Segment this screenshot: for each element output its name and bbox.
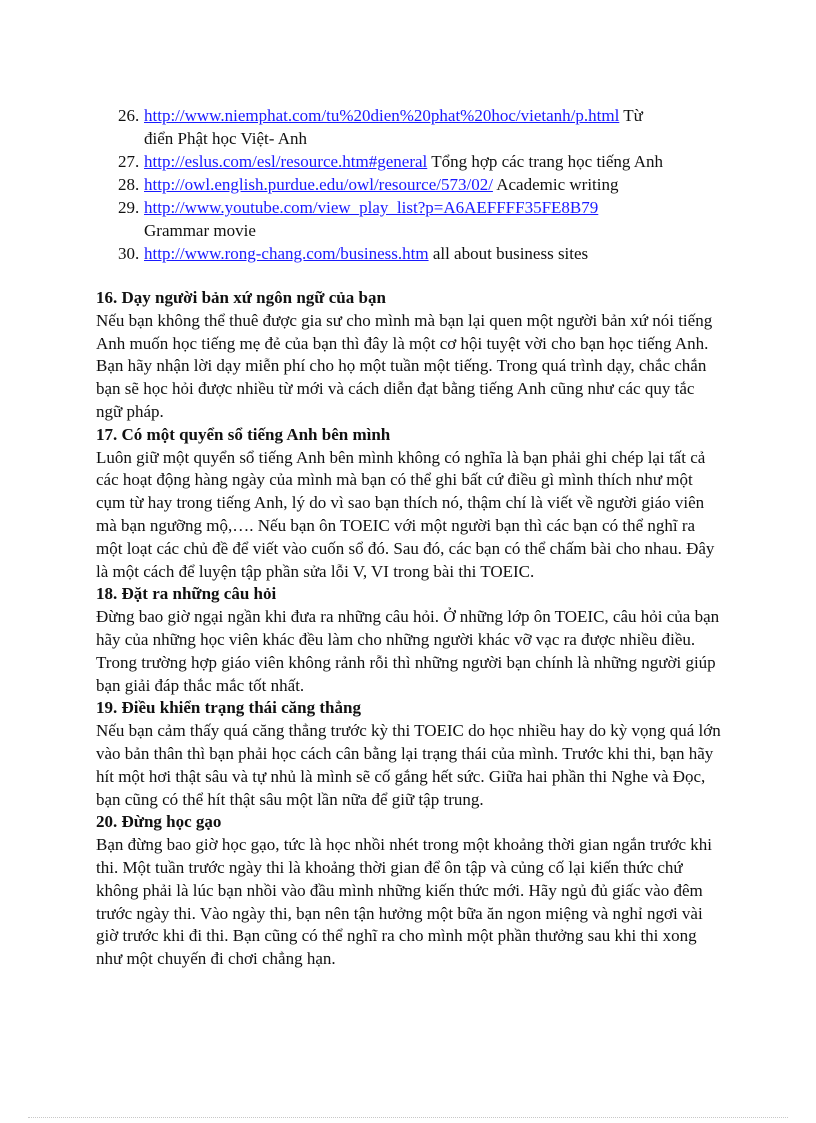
link-item-30: [118, 242, 738, 265]
resource-link-list: [118, 104, 738, 265]
link-number: 30.: [118, 244, 140, 263]
link-description: all about business sites: [428, 244, 589, 263]
resource-link[interactable]: http://owl.english.purdue.edu/owl/resource/573/02/: [144, 175, 493, 194]
section-heading: 17. Có một quyển sổ tiếng Anh bên mình: [96, 424, 391, 444]
section-16: [96, 287, 724, 424]
section-body: Luôn giữ một quyển sổ tiếng Anh bên mình không có nghĩa là bạn phải ghi chép lại tất cả các hoạt động hàng ngày của mình mà bạn có thể ghi bất cứ điều gì mình thích như một cụm từ hay trong tiếng Anh, lý do vì sao bạn thích nó, thậm chí là viết về người giáo viên mà bạn ngưỡng mộ,…. Nếu bạn ôn TOEIC với một người bạn thì các bạn có thể nghĩ ra một loạt các chủ đề để viết vào cuốn sổ đó. Sau đó, các bạn có thể chấm bài cho nhau. Đây là một cách để luyện tập phần sửa lỗi V, VI trong bài thi TOEIC.: [96, 447, 715, 581]
page-bottom-divider: [28, 1117, 788, 1118]
link-number: 27.: [118, 152, 140, 171]
link-item-26: [118, 104, 738, 150]
resource-link[interactable]: http://www.niemphat.com/tu%20dien%20phat%20hoc/vietanh/p.html: [144, 106, 620, 125]
link-description-continued: Grammar movie: [144, 221, 256, 240]
section-body: Đừng bao giờ ngại ngần khi đưa ra những câu hỏi. Ở những lớp ôn TOEIC, câu hỏi của bạn hãy của những học viên khác đều làm cho những người khác vỡ vạc ra được nhiều điều. Trong trường hợp giáo viên không rảnh rỗi thì những người bạn chính là những người giúp bạn giải đáp thắc mắc tốt nhất.: [96, 607, 720, 695]
section-body: Bạn đừng bao giờ học gạo, tức là học nhồi nhét trong một khoảng thời gian ngắn trước khi thi. Một tuần trước ngày thi là khoảng thời gian để ôn tập và củng cố lại kiến thức chứ không phải là lúc bạn nhồi vào đầu mình những kiến thức mới. Hãy ngủ đủ giấc vào đêm trước ngày thi. Vào ngày thi, bạn nên tận hưởng một bữa ăn ngon miệng và nghỉ ngơi vài giờ trước khi đi thi. Bạn cũng có thể nghĩ ra cho mình một phần thưởng sau khi thi xong như một chuyến đi chơi chẳng hạn.: [96, 835, 712, 969]
section-17: [96, 424, 724, 584]
link-description-continued: điển Phật học Việt- Anh: [144, 129, 307, 148]
link-item-29: [118, 196, 738, 242]
resource-link[interactable]: http://eslus.com/esl/resource.htm#general: [144, 152, 428, 171]
link-item-27: [118, 150, 738, 173]
section-body: Nếu bạn cảm thấy quá căng thẳng trước kỳ thi TOEIC do học nhiều hay do kỳ vọng quá lớn vào bản thân thì bạn phải học cách cân bằng lại trạng thái của mình. Trước khi thi, bạn hãy hít một hơi thật sâu và tự nhủ là mình sẽ cố gắng hết sức. Giữa hai phần thi Nghe và Đọc, bạn cũng có thể hít thật sâu một lần nữa để giữ tập trung.: [96, 721, 721, 809]
resource-link[interactable]: http://www.youtube.com/view_play_list?p=A6AEFFFF35FE8B79: [144, 198, 599, 217]
resource-link[interactable]: http://www.rong-chang.com/business.htm: [144, 244, 429, 263]
link-description: Academic writing: [492, 175, 619, 194]
link-number: 26.: [118, 106, 140, 125]
section-body: Nếu bạn không thể thuê được gia sư cho mình mà bạn lại quen một người bản xứ nói tiếng Anh muốn học tiếng mẹ đẻ của bạn thì đây là một cơ hội tuyệt vời cho bạn học tiếng Anh. Bạn hãy nhận lời dạy miễn phí cho họ một tuần một tiếng. Trong quá trình dạy, chắc chắn bạn sẽ học hỏi được nhiều từ mới và cách diễn đạt bằng tiếng Anh cũng như các quy tắc ngữ pháp.: [96, 310, 713, 421]
section-heading: 18. Đặt ra những câu hỏi: [96, 584, 277, 604]
link-number: 28.: [118, 175, 140, 194]
link-item-28: [118, 173, 738, 196]
section-heading: 20. Đừng học gạo: [96, 812, 222, 832]
section-19: [96, 697, 724, 811]
section-heading: 19. Điều khiển trạng thái căng thẳng: [96, 698, 361, 718]
section-20: [96, 811, 724, 971]
tips-content: [96, 287, 724, 971]
section-18: [96, 583, 724, 697]
link-description: Tổng hợp các trang học tiếng Anh: [427, 152, 664, 171]
link-number: 29.: [118, 198, 140, 217]
section-heading: 16. Dạy người bản xứ ngôn ngữ của bạn: [96, 288, 386, 307]
link-description: Từ: [619, 106, 643, 125]
